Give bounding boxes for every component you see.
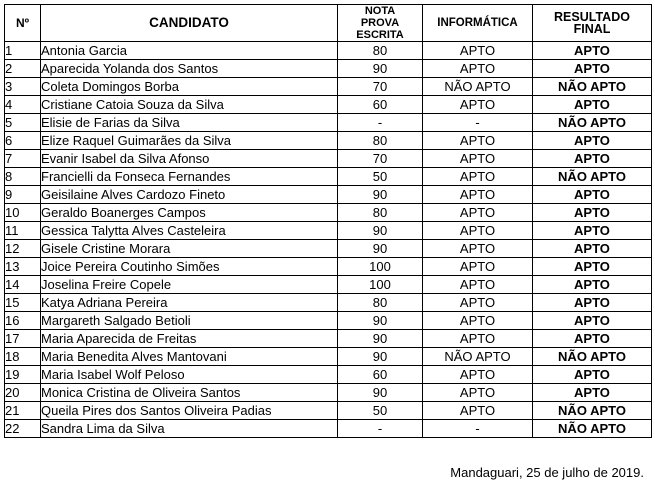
row-number: 13 xyxy=(5,258,41,276)
table-row xyxy=(5,168,652,186)
row-number: 21 xyxy=(5,402,41,420)
final-result: APTO xyxy=(533,258,652,276)
final-result: APTO xyxy=(533,276,652,294)
final-result: APTO xyxy=(533,222,652,240)
informatica-result: APTO xyxy=(423,366,533,384)
candidate-name: Cristiane Catoia Souza da Silva xyxy=(41,96,338,114)
written-exam-score: 100 xyxy=(338,276,423,294)
final-result: APTO xyxy=(533,312,652,330)
header-nota xyxy=(338,5,423,42)
candidate-name: Joselina Freire Copele xyxy=(41,276,338,294)
row-number: 5 xyxy=(5,114,41,132)
table-row xyxy=(5,402,652,420)
written-exam-score: 90 xyxy=(338,222,423,240)
informatica-result: APTO xyxy=(423,258,533,276)
table-row xyxy=(5,222,652,240)
written-exam-score: 90 xyxy=(338,240,423,258)
candidate-name: Sandra Lima da Silva xyxy=(41,420,338,438)
informatica-result: APTO xyxy=(423,384,533,402)
final-result: APTO xyxy=(533,186,652,204)
table-row xyxy=(5,348,652,366)
written-exam-score: 70 xyxy=(338,78,423,96)
candidate-name: Gisele Cristine Morara xyxy=(41,240,338,258)
written-exam-score: 80 xyxy=(338,294,423,312)
candidate-name: Queila Pires dos Santos Oliveira Padias xyxy=(41,402,338,420)
candidate-name: Geraldo Boanerges Campos xyxy=(41,204,338,222)
informatica-result: APTO xyxy=(423,168,533,186)
informatica-result: NÃO APTO xyxy=(423,78,533,96)
header-row xyxy=(5,5,652,42)
final-result: APTO xyxy=(533,330,652,348)
row-number: 16 xyxy=(5,312,41,330)
informatica-result: - xyxy=(423,420,533,438)
candidate-name: Maria Benedita Alves Mantovani xyxy=(41,348,338,366)
table-row xyxy=(5,60,652,78)
written-exam-score: 90 xyxy=(338,60,423,78)
table-row xyxy=(5,276,652,294)
row-number: 17 xyxy=(5,330,41,348)
table-row xyxy=(5,258,652,276)
final-result: NÃO APTO xyxy=(533,348,652,366)
informatica-result: APTO xyxy=(423,294,533,312)
final-result: APTO xyxy=(533,132,652,150)
informatica-result: NÃO APTO xyxy=(423,348,533,366)
informatica-result: APTO xyxy=(423,330,533,348)
written-exam-score: 90 xyxy=(338,186,423,204)
written-exam-score: 90 xyxy=(338,384,423,402)
informatica-result: APTO xyxy=(423,132,533,150)
written-exam-score: 100 xyxy=(338,258,423,276)
table-row xyxy=(5,186,652,204)
written-exam-score: 80 xyxy=(338,204,423,222)
header-resultado xyxy=(533,5,652,42)
informatica-result: APTO xyxy=(423,96,533,114)
row-number: 3 xyxy=(5,78,41,96)
written-exam-score: 50 xyxy=(338,402,423,420)
written-exam-score: 80 xyxy=(338,42,423,60)
written-exam-score: - xyxy=(338,420,423,438)
informatica-result: APTO xyxy=(423,42,533,60)
final-result: APTO xyxy=(533,96,652,114)
header-nota-line: ESCRITA xyxy=(356,29,404,41)
final-result: NÃO APTO xyxy=(533,402,652,420)
candidate-name: Coleta Domingos Borba xyxy=(41,78,338,96)
row-number: 18 xyxy=(5,348,41,366)
written-exam-score: 90 xyxy=(338,330,423,348)
candidate-name: Aparecida Yolanda dos Santos xyxy=(41,60,338,78)
informatica-result: APTO xyxy=(423,204,533,222)
table-row xyxy=(5,150,652,168)
final-result: APTO xyxy=(533,60,652,78)
final-result: NÃO APTO xyxy=(533,78,652,96)
final-result: APTO xyxy=(533,42,652,60)
table-row xyxy=(5,78,652,96)
informatica-result: APTO xyxy=(423,150,533,168)
informatica-result: APTO xyxy=(423,60,533,78)
table-row xyxy=(5,114,652,132)
row-number: 8 xyxy=(5,168,41,186)
candidate-name: Katya Adriana Pereira xyxy=(41,294,338,312)
candidate-name: Antonia Garcia xyxy=(41,42,338,60)
written-exam-score: - xyxy=(338,114,423,132)
informatica-result: APTO xyxy=(423,312,533,330)
row-number: 14 xyxy=(5,276,41,294)
table-row xyxy=(5,96,652,114)
final-result: APTO xyxy=(533,204,652,222)
header-nota-line: NOTA xyxy=(364,5,396,17)
candidate-name: Monica Cristina de Oliveira Santos xyxy=(41,384,338,402)
informatica-result: APTO xyxy=(423,186,533,204)
row-number: 9 xyxy=(5,186,41,204)
footer-date: Mandaguari, 25 de julho de 2019. xyxy=(450,465,644,480)
table-row xyxy=(5,366,652,384)
final-result: APTO xyxy=(533,384,652,402)
table-row xyxy=(5,384,652,402)
header-num: Nº xyxy=(5,5,41,42)
row-number: 2 xyxy=(5,60,41,78)
table-body xyxy=(5,42,652,438)
candidate-name: Maria Isabel Wolf Peloso xyxy=(41,366,338,384)
header-resultado-line: FINAL xyxy=(573,22,611,36)
written-exam-score: 70 xyxy=(338,150,423,168)
table-row xyxy=(5,330,652,348)
informatica-result: APTO xyxy=(423,276,533,294)
final-result: APTO xyxy=(533,240,652,258)
row-number: 12 xyxy=(5,240,41,258)
candidate-name: Joice Pereira Coutinho Simões xyxy=(41,258,338,276)
row-number: 6 xyxy=(5,132,41,150)
candidate-name: Margareth Salgado Betioli xyxy=(41,312,338,330)
informatica-result: - xyxy=(423,114,533,132)
row-number: 15 xyxy=(5,294,41,312)
header-nota-line: PROVA xyxy=(360,17,400,29)
written-exam-score: 60 xyxy=(338,366,423,384)
written-exam-score: 80 xyxy=(338,132,423,150)
header-resultado-line: RESULTADO xyxy=(554,10,630,24)
candidate-name: Maria Aparecida de Freitas xyxy=(41,330,338,348)
final-result: NÃO APTO xyxy=(533,168,652,186)
final-result: NÃO APTO xyxy=(533,114,652,132)
informatica-result: APTO xyxy=(423,222,533,240)
informatica-result: APTO xyxy=(423,240,533,258)
row-number: 20 xyxy=(5,384,41,402)
table-row xyxy=(5,42,652,60)
final-result: NÃO APTO xyxy=(533,420,652,438)
row-number: 10 xyxy=(5,204,41,222)
table-row xyxy=(5,240,652,258)
final-result: APTO xyxy=(533,366,652,384)
candidate-name: Francielli da Fonseca Fernandes xyxy=(41,168,338,186)
table-row xyxy=(5,420,652,438)
row-number: 7 xyxy=(5,150,41,168)
written-exam-score: 50 xyxy=(338,168,423,186)
table-row xyxy=(5,204,652,222)
table-row xyxy=(5,132,652,150)
header-informatica: INFORMÁTICA xyxy=(423,5,533,42)
header-candidato: CANDIDATO xyxy=(41,5,338,42)
written-exam-score: 90 xyxy=(338,348,423,366)
row-number: 22 xyxy=(5,420,41,438)
written-exam-score: 60 xyxy=(338,96,423,114)
results-table xyxy=(4,4,652,438)
informatica-result: APTO xyxy=(423,402,533,420)
row-number: 4 xyxy=(5,96,41,114)
candidate-name: Elisie de Farias da Silva xyxy=(41,114,338,132)
candidate-name: Elize Raquel Guimarães da Silva xyxy=(41,132,338,150)
final-result: APTO xyxy=(533,294,652,312)
row-number: 19 xyxy=(5,366,41,384)
candidate-name: Gessica Talytta Alves Casteleira xyxy=(41,222,338,240)
row-number: 11 xyxy=(5,222,41,240)
candidate-name: Evanir Isabel da Silva Afonso xyxy=(41,150,338,168)
final-result: APTO xyxy=(533,150,652,168)
written-exam-score: 90 xyxy=(338,312,423,330)
candidate-name: Geisilaine Alves Cardozo Fineto xyxy=(41,186,338,204)
table-row xyxy=(5,312,652,330)
table-row xyxy=(5,294,652,312)
row-number: 1 xyxy=(5,42,41,60)
